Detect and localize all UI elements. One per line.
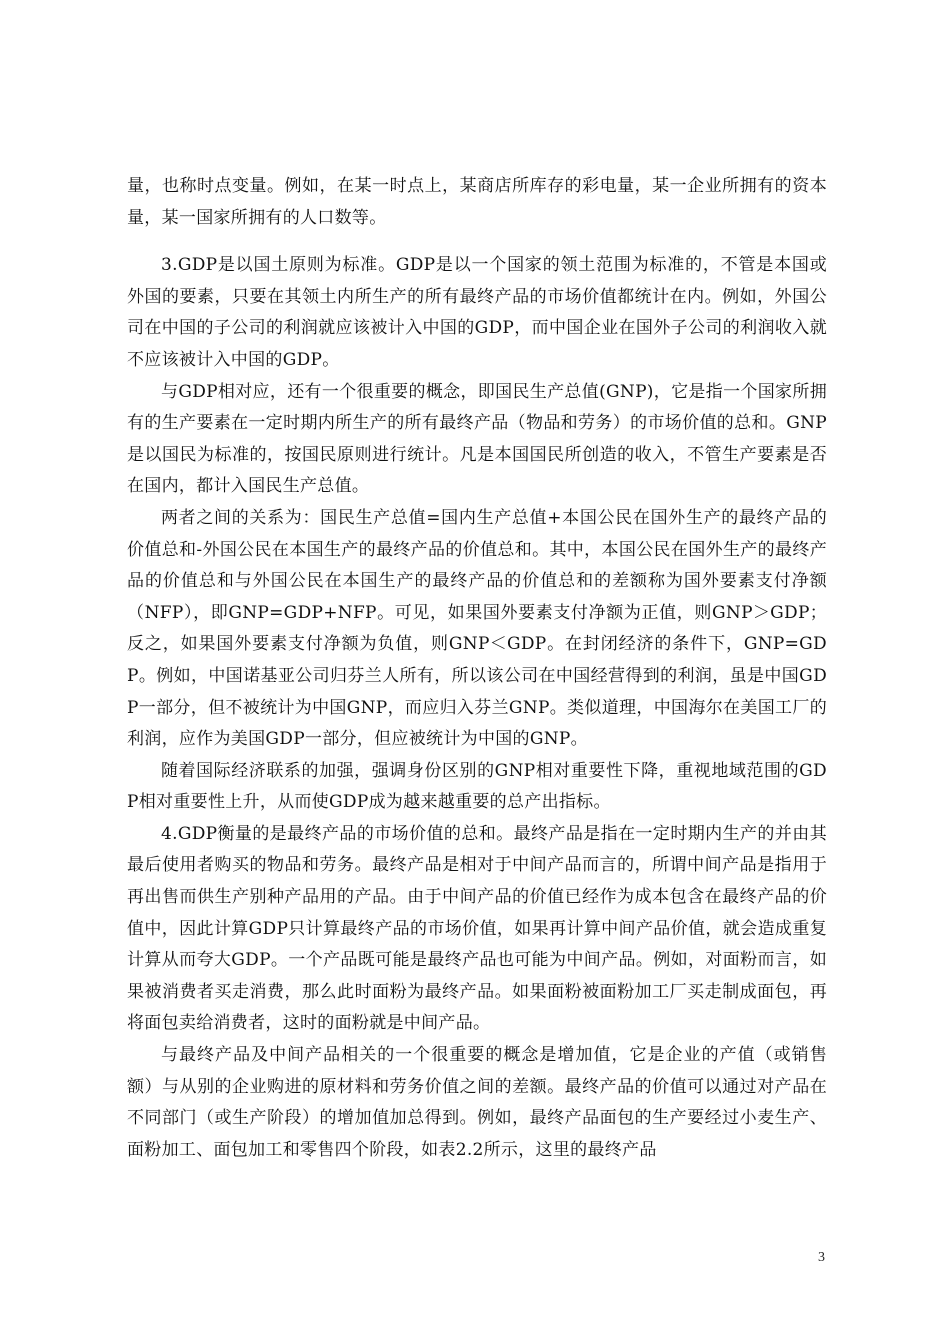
paragraph-gnp-definition: 与GDP相对应，还有一个很重要的概念，即国民生产总值(GNP)，它是指一个国家所拥有的生产要素在一定时期内所生产的所有最终产品（物品和劳务）的市场价值的总和。GNP是以国民为标准的，按国民原则进行统计。凡是本国国民所创造的收入，不管生产要素是否在国内，都计入国民生产总值。 xyxy=(127,381,827,497)
body-text xyxy=(127,171,827,1166)
page-number: 3 xyxy=(818,1250,825,1265)
paragraph-gnp-gdp-relationship: 两者之间的关系为：国民生产总值=国内生产总值+本国公民在国外生产的最终产品的价值总和-外国公民在本国生产的最终产品的价值总和。其中，本国公民在国外生产的最终产品的价值总和与外国公民在本国生产的最终产品的价值总和的差额称为国外要素支付净额（NFP），即GNP=GDP+NFP。可见，如果国外要素支付净额为正值，则GNP＞GDP；反之，如果国外要素支付净额为负值，则GNP＜GDP。在封闭经济的条件下，GNP=GDP。例如，中国诺基亚公司归芬兰人所有，所以该公司在中国经营得到的利润，虽是中国GDP一部分，但不被统计为中国GNP，而应归入芬兰GNP。类似道理，中国海尔在美国工厂的利润，应作为美国GDP一部分，但应被统计为中国的GNP。 xyxy=(127,507,827,750)
paragraph-gdp-importance: 随着国际经济联系的加强，强调身份区别的GNP相对重要性下降，重视地域范围的GDP相对重要性上升，从而使GDP成为越来越重要的总产出指标。 xyxy=(127,760,827,813)
paragraph-continuation: 量，也称时点变量。例如，在某一时点上，某商店所库存的彩电量，某一企业所拥有的资本量，某一国家所拥有的人口数等。 xyxy=(127,176,827,228)
paragraph-value-added: 与最终产品及中间产品相关的一个很重要的概念是增加值，它是企业的产值（或销售额）与从别的企业购进的原材料和劳务价值之间的差额。最终产品的价值可以通过对产品在不同部门（或生产阶段）的增加值加总得到。例如，最终产品面包的生产要经过小麦生产、面粉加工、面包加工和零售四个阶段，如表2.2所示，这里的最终产品 xyxy=(127,1045,827,1160)
paragraph-gdp-territory-principle: 3.GDP是以国土原则为标准。GDP是以一个国家的领土范围为标准的，不管是本国或外国的要素，只要在其领土内所生产的所有最终产品的市场价值都统计在内。例如，外国公司在中国的子公司的利润就应该被计入中国的GDP，而中国企业在国外子公司的利润收入就不应该被计入中国的GDP。 xyxy=(127,255,827,370)
paragraph-final-products: 4.GDP衡量的是最终产品的市场价值的总和。最终产品是指在一定时期内生产的并由其最后使用者购买的物品和劳务。最终产品是相对于中间产品而言的，所谓中间产品是指用于再出售而供生产别种产品用的产品。由于中间产品的价值已经作为成本包含在最终产品的价值中，因此计算GDP只计算最终产品的市场价值，如果再计算中间产品价值，就会造成重复计算从而夸大GDP。一个产品既可能是最终产品也可能为中间产品。例如，对面粉而言，如果被消费者买走消费，那么此时面粉为最终产品。如果面粉被面粉加工厂买走制成面包，再将面包卖给消费者，这时的面粉就是中间产品。 xyxy=(127,823,827,1034)
